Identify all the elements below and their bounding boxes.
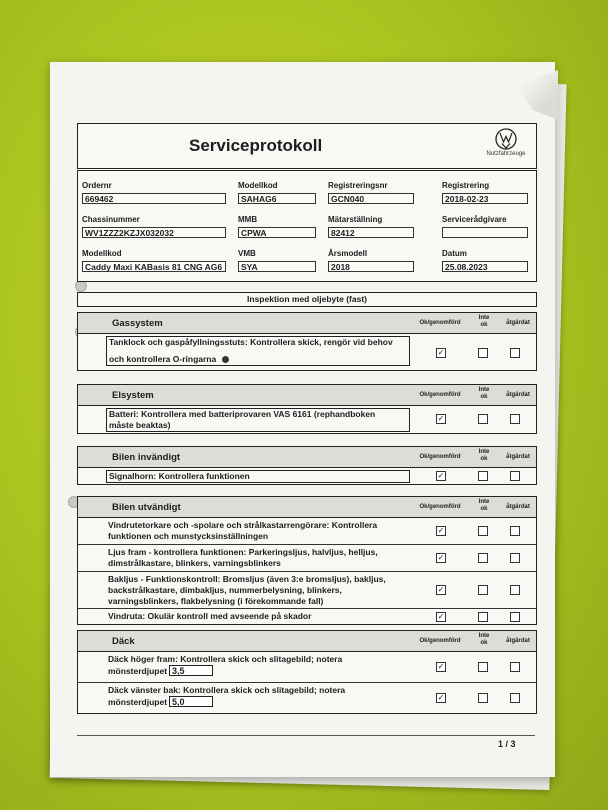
checkbox-ok[interactable]: ✓ <box>437 348 445 357</box>
checkbox-atgardat[interactable] <box>510 471 520 481</box>
row-text <box>106 408 410 432</box>
tread-depth-field[interactable]: 5,0 <box>169 696 213 707</box>
row-line-1: Däck höger fram: Kontrollera skick och slitagebild; notera <box>108 654 343 664</box>
col-ok-sub: ok <box>480 506 488 512</box>
row-line-1: Däck vänster bak: Kontrollera skick och slitagebild; notera <box>108 685 346 695</box>
modellkod2-label: Modellkod <box>82 249 122 258</box>
row-text <box>108 547 408 569</box>
section-header <box>78 447 536 468</box>
header <box>77 123 537 169</box>
marker-dot <box>222 356 229 363</box>
row-line-1: Bakljus - Funktionskontroll: Bromsljus (även 3:e bromsljus), bakljus, <box>108 574 386 584</box>
datum-field: 25.08.2023 <box>442 261 528 272</box>
checkbox-inte-ok[interactable] <box>478 662 488 672</box>
checkbox-inte-ok[interactable] <box>478 693 488 703</box>
checkbox-ok[interactable]: ✓ <box>437 414 445 423</box>
checklist-row <box>78 609 536 624</box>
section-title: Bilen utvändigt <box>112 502 181 513</box>
arsmodell-label: Årsmodell <box>328 249 368 258</box>
arsmodell-field: 2018 <box>328 261 414 272</box>
registrering-label: Registrering <box>442 181 490 190</box>
checkbox-atgardat[interactable] <box>510 662 520 672</box>
row-line-2: måste beaktas) <box>109 420 171 430</box>
col-ok: Ok/genomförd <box>419 320 461 326</box>
registrering-field: 2018-02-23 <box>442 193 528 204</box>
col-inte: Inte <box>478 387 490 393</box>
row-line-1: Vindrutetorkare och -spolare och strålkastarrengörare: Kontrollera <box>108 520 378 530</box>
matarstallning-label: Mätarställning <box>328 215 383 224</box>
vmb-field: SYA <box>238 261 316 272</box>
row-text <box>108 685 408 708</box>
checkbox-inte-ok[interactable] <box>478 348 488 358</box>
col-atgardat: åtgärdat <box>506 454 530 460</box>
modellkod-field: SAHAG6 <box>238 193 316 204</box>
checkbox-atgardat[interactable] <box>510 585 520 595</box>
checkbox-inte-ok[interactable] <box>478 471 488 481</box>
checkbox-inte-ok[interactable] <box>478 553 488 563</box>
row-line-2-text: och kontrollera O-ringarna <box>109 354 217 364</box>
mmb-label: MMB <box>238 215 258 224</box>
col-ok: Ok/genomförd <box>419 504 461 510</box>
col-inte: Inte <box>478 315 490 321</box>
vw-logo-icon <box>495 128 517 150</box>
checklist-row <box>78 518 536 545</box>
inspection-banner: Inspektion med oljebyte (fast) <box>77 292 537 307</box>
checklist-row <box>78 406 536 433</box>
row-text <box>108 611 408 622</box>
row-line-2: dimstrålkastare, blinkers, varningsblinkers <box>108 558 281 568</box>
registreringsnr-label: Registreringsnr <box>328 181 388 190</box>
checkbox-atgardat[interactable] <box>510 348 520 358</box>
tread-depth-field[interactable]: 3,5 <box>169 665 213 676</box>
mmb-field: CPWA <box>238 227 316 238</box>
checklist-row <box>78 572 536 609</box>
row-line-1: Tanklock och gaspåfyllningsstuts: Kontrollera skick, rengör vid behov <box>109 337 393 347</box>
section-header <box>78 631 536 652</box>
row-line-1: Vindruta: Okulär kontroll med avseende på skador <box>108 611 312 621</box>
col-ok: Ok/genomförd <box>419 454 461 460</box>
col-ok: Ok/genomförd <box>419 638 461 644</box>
section-header <box>78 385 536 406</box>
col-ok-sub: ok <box>480 640 488 646</box>
row-text <box>106 336 410 366</box>
col-atgardat: åtgärdat <box>506 638 530 644</box>
row-text <box>108 574 408 607</box>
checkbox-atgardat[interactable] <box>510 414 520 424</box>
row-line-2 <box>109 354 409 365</box>
section-dack <box>77 630 537 714</box>
checkbox-ok[interactable]: ✓ <box>437 526 445 535</box>
checkbox-inte-ok[interactable] <box>478 612 488 622</box>
checkbox-ok[interactable]: ✓ <box>437 585 445 594</box>
row-line-1: Signalhorn: Kontrollera funktionen <box>109 471 250 481</box>
checklist-row <box>78 652 536 683</box>
section-title: Elsystem <box>112 390 154 401</box>
chassinummer-label: Chassinummer <box>82 215 140 224</box>
checklist-row <box>78 545 536 572</box>
checkbox-atgardat[interactable] <box>510 612 520 622</box>
col-ok: Ok/genomförd <box>419 392 461 398</box>
col-inte: Inte <box>478 449 490 455</box>
ordernr-field: 669462 <box>82 193 226 204</box>
section-gassystem <box>77 312 537 371</box>
checkbox-ok[interactable]: ✓ <box>437 612 445 621</box>
page-number: 1 / 3 <box>498 739 516 749</box>
section-elsystem <box>77 384 537 434</box>
footer-divider <box>77 735 535 736</box>
vehicle-info <box>77 170 537 282</box>
page-curl <box>516 70 558 120</box>
row-line-2 <box>108 696 408 708</box>
checklist-row <box>78 334 536 370</box>
section-header <box>78 497 536 518</box>
ordernr-label: Ordernr <box>82 181 112 190</box>
logo-subtitle: Nutzfahrzeuge <box>486 151 526 157</box>
row-text <box>108 520 408 542</box>
col-atgardat: åtgärdat <box>506 320 530 326</box>
checkbox-ok[interactable]: ✓ <box>437 471 445 480</box>
row-text <box>108 654 408 677</box>
checkbox-atgardat[interactable] <box>510 526 520 536</box>
checkbox-ok[interactable]: ✓ <box>437 693 445 702</box>
col-ok-sub: ok <box>480 394 488 400</box>
section-header <box>78 313 536 334</box>
section-title: Däck <box>112 636 135 647</box>
col-inte: Inte <box>478 633 490 639</box>
col-atgardat: åtgärdat <box>506 392 530 398</box>
datum-label: Datum <box>442 249 467 258</box>
checkbox-inte-ok[interactable] <box>478 585 488 595</box>
vmb-label: VMB <box>238 249 256 258</box>
row-line-2-text: mönsterdjupet <box>108 697 168 707</box>
row-line-3: varningsblinkers, flakbelysning (i förekommande fall) <box>108 596 324 606</box>
col-atgardat: åtgärdat <box>506 504 530 510</box>
section-bilen-utvandigt <box>77 496 537 625</box>
page-title: Serviceprotokoll <box>189 136 323 155</box>
row-line-1: Ljus fram - kontrollera funktionen: Parkeringsljus, halvljus, helljus, <box>108 547 378 557</box>
servicerådgivare-field <box>442 227 528 238</box>
section-title: Bilen invändigt <box>112 452 181 463</box>
col-ok-sub: ok <box>480 456 488 462</box>
checklist-row <box>78 683 536 713</box>
registreringsnr-field: GCN040 <box>328 193 414 204</box>
row-line-2: funktionen och munstycksinställningen <box>108 531 269 541</box>
checkbox-inte-ok[interactable] <box>478 414 488 424</box>
section-bilen-invandigt <box>77 446 537 485</box>
modellkod2-field: Caddy Maxi KABasis 81 CNG AG6 <box>82 261 226 272</box>
modellkod-label: Modellkod <box>238 181 278 190</box>
row-line-2-text: mönsterdjupet <box>108 666 168 676</box>
row-text <box>106 470 410 483</box>
checkbox-inte-ok[interactable] <box>478 526 488 536</box>
vw-logo <box>486 128 526 157</box>
checkbox-atgardat[interactable] <box>510 553 520 563</box>
servicerådgivare-label: Servicerådgivare <box>442 215 507 224</box>
checklist-row <box>78 468 536 484</box>
checkbox-ok[interactable]: ✓ <box>437 553 445 562</box>
checkbox-atgardat[interactable] <box>510 693 520 703</box>
matarstallning-field: 82412 <box>328 227 414 238</box>
row-line-2 <box>108 665 408 677</box>
col-inte: Inte <box>478 499 490 505</box>
row-line-2: backstrålkastare, dimbakljus, nummerbelysning, blinkers, <box>108 585 342 595</box>
service-protocol-sheet <box>50 62 555 777</box>
chassinummer-field: WV1ZZZ2KZJX032032 <box>82 227 226 238</box>
checkbox-ok[interactable]: ✓ <box>437 662 445 671</box>
col-ok-sub: ok <box>480 322 488 328</box>
section-title: Gassystem <box>112 318 163 329</box>
row-line-1: Batteri: Kontrollera med batteriprovaren VAS 6161 (rephandboken <box>109 409 376 419</box>
